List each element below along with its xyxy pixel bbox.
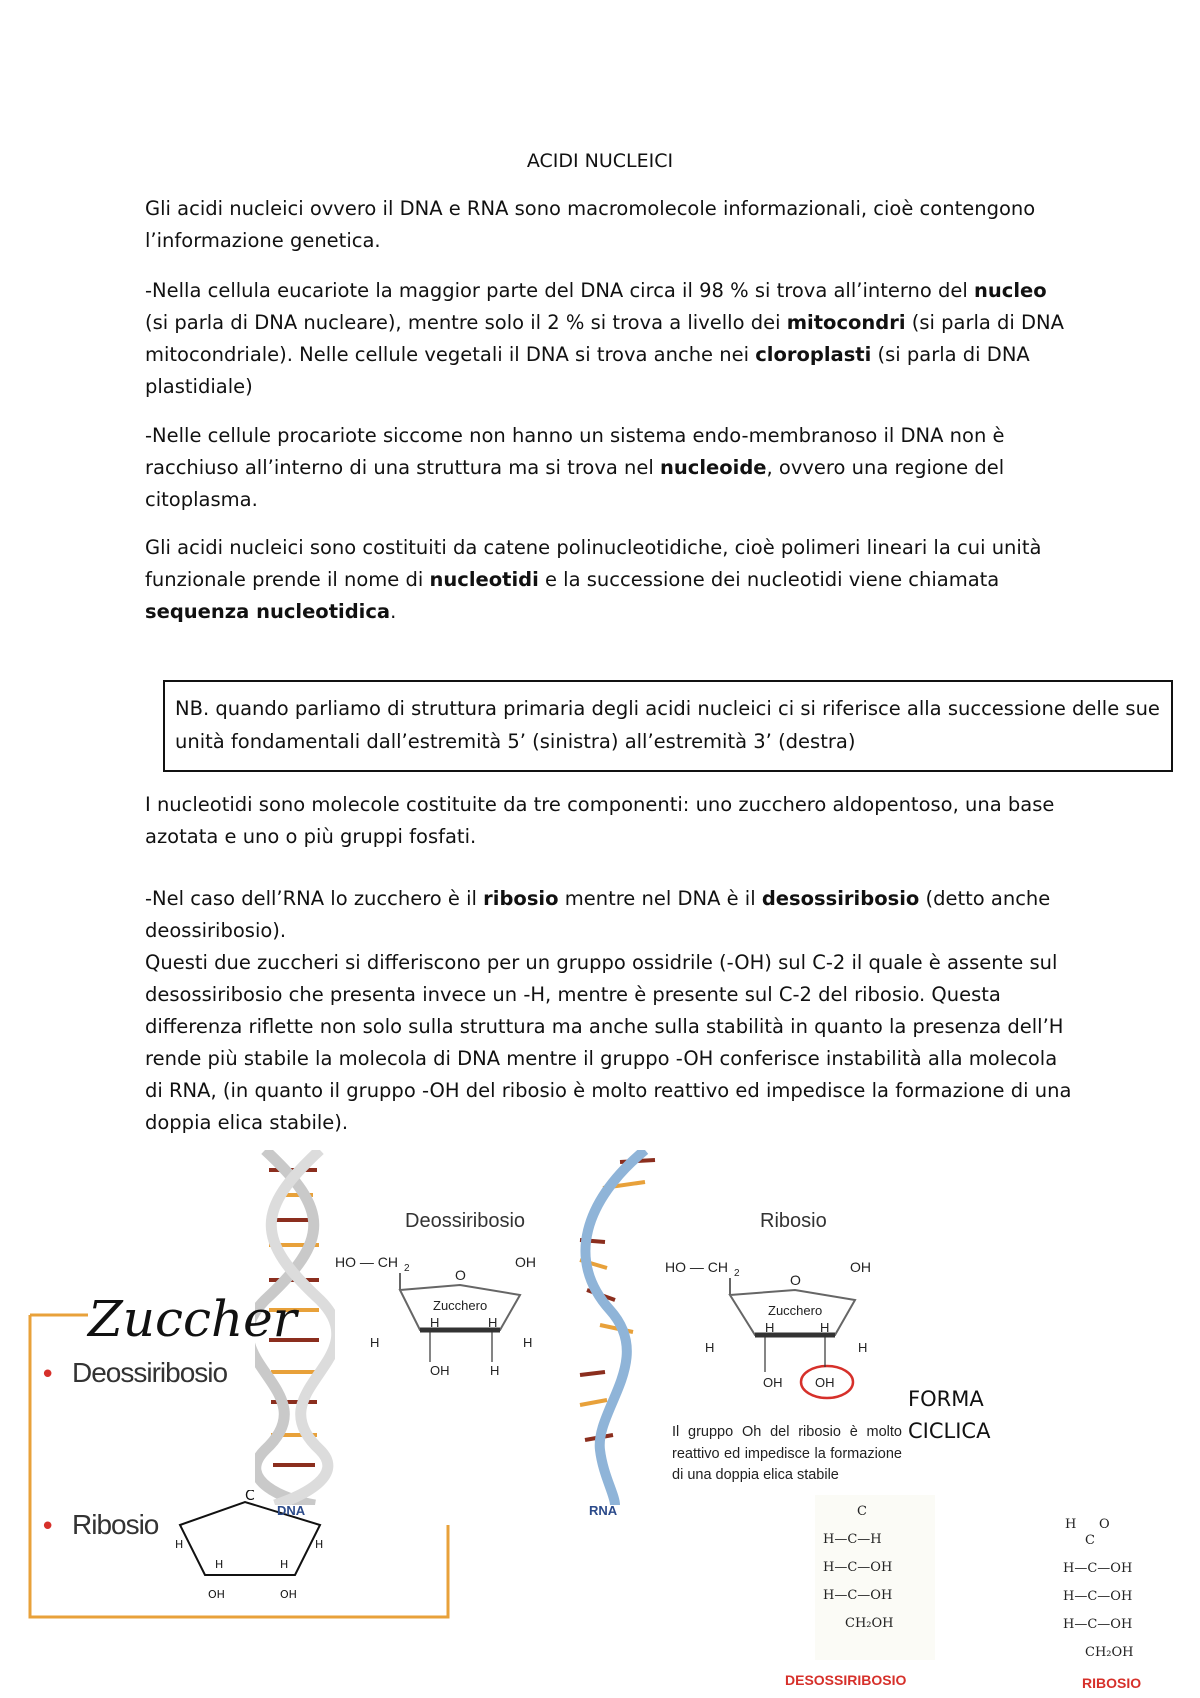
- ribose-caption: Il gruppo Oh del ribosio è molto reattivo ed impedisce la formazione di una doppia elica stabile: [672, 1424, 902, 1483]
- svg-text:HO — CH: HO — CH: [335, 1254, 398, 1270]
- svg-text:OH: OH: [850, 1259, 871, 1275]
- svg-text:H: H: [430, 1315, 440, 1330]
- svg-text:CH₂OH: CH₂OH: [1085, 1645, 1134, 1660]
- sugar-paragraph: -Nel caso dell’RNA lo zucchero è il ribosio mentre nel DNA è il desossiribosio (detto anche deossiribosio).: [145, 887, 1051, 942]
- handwritten-item-deoxyribose: Deossiribosio: [72, 1357, 228, 1388]
- ribose-fischer-projection: [1055, 1510, 1175, 1660]
- svg-text:O: O: [455, 1267, 466, 1283]
- deoxyribose-title: Deossiribosio: [405, 1210, 526, 1232]
- svg-text:H: H: [523, 1335, 533, 1350]
- svg-text:H: H: [858, 1340, 868, 1355]
- handwritten-item-ribose: Ribosio: [72, 1509, 159, 1540]
- svg-text:C: C: [857, 1504, 867, 1519]
- svg-text:H: H: [765, 1320, 775, 1335]
- svg-text:H: H: [705, 1340, 715, 1355]
- page-title: ACIDI NUCLEICI: [526, 150, 674, 172]
- hand-drawn-ring-sketch: [150, 1490, 370, 1610]
- svg-text:Zucchero: Zucchero: [768, 1303, 823, 1318]
- nb-text: NB. quando parliamo di struttura primaria degli acidi nucleici ci si riferisce alla successione delle sue unità fondamentali dall’estremità 5’ (sinistra) all’estremità 3’ (destra): [175, 697, 1160, 753]
- ribose-title: Ribosio: [760, 1210, 827, 1232]
- hydroxyl-paragraph: Questi due zuccheri si differiscono per un gruppo ossidrile (-OH) sul C-2 il quale è assente sul desossiribosio che presenta invece un -H, mentre è presente sul C-2 del ribosio. Questa differenza riflette non solo sulla struttura ma anche sulla stabilità in quanto la presenza dell’H rende più stabile la molecola di DNA mentre il gruppo -OH conferisce instabilità alla molecola di RNA, (in quanto il gruppo -OH del ribosio è molto reattivo ed impedisce la formazione di una doppia elica stabile).: [145, 951, 1072, 1134]
- nucleotide-components-paragraph: I nucleotidi sono molecole costituite da tre componenti: uno zucchero aldopentoso, una base azotata e uno o più gruppi fosfati.: [145, 793, 1055, 848]
- svg-text:H: H: [215, 1558, 224, 1571]
- nb-box: [163, 680, 1173, 772]
- svg-text:2: 2: [404, 1263, 410, 1274]
- rna-label: RNA: [589, 1503, 618, 1518]
- bullet-icon: •: [40, 1360, 56, 1390]
- svg-text:C: C: [1085, 1533, 1095, 1548]
- ribose-ring-diagram: [660, 1250, 900, 1400]
- svg-text:H—C—OH: H—C—OH: [823, 1560, 893, 1575]
- eukaryote-paragraph: -Nella cellula eucariote la maggior parte del DNA circa il 98 % si trova all’interno del nucleo (si parla di DNA nucleare), mentre solo il 2 % si trova a livello dei mitocondri (si parla di DNA mitocondriale). Nelle cellule vegetali il DNA si trova anche nei cloroplasti (si parla di DNA plastidiale): [145, 279, 1064, 398]
- dna-label: DNA: [277, 1503, 306, 1518]
- svg-text:OH: OH: [430, 1363, 450, 1378]
- svg-text:H—C—OH: H—C—OH: [1063, 1617, 1133, 1632]
- svg-text:Zucchero: Zucchero: [433, 1298, 488, 1313]
- svg-text:O: O: [790, 1272, 801, 1288]
- forma-ciclica-label: FORMA CICLICA: [908, 1387, 991, 1443]
- svg-text:2: 2: [734, 1268, 740, 1279]
- svg-text:H: H: [175, 1538, 184, 1551]
- svg-text:OH: OH: [515, 1254, 536, 1270]
- svg-text:H: H: [488, 1315, 498, 1330]
- svg-text:H—C—H: H—C—H: [823, 1532, 882, 1547]
- polynucleotide-paragraph: Gli acidi nucleici sono costituiti da catene polinucleotidiche, cioè polimeri lineari la cui unità funzionale prende il nome di nucleotidi e la successione dei nucleotidi viene chiamata sequenza nucleotidica.: [145, 536, 1042, 623]
- svg-text:H—C—OH: H—C—OH: [1063, 1561, 1133, 1576]
- svg-text:HO — CH: HO — CH: [665, 1259, 728, 1275]
- prokaryote-paragraph: -Nelle cellule procariote siccome non hanno un sistema endo-membranoso il DNA non è racchiuso all’interno di una struttura ma si trova nel nucleoide, ovvero una regione del citoplasma.: [145, 424, 1005, 511]
- svg-text:OH: OH: [208, 1588, 225, 1601]
- deoxyribose-fischer-projection: [815, 1495, 935, 1660]
- svg-text:CH₂OH: CH₂OH: [845, 1616, 894, 1631]
- svg-text:H: H: [315, 1538, 324, 1551]
- svg-text:H: H: [820, 1320, 830, 1335]
- rna-strand-illustration: [575, 1150, 665, 1505]
- svg-text:OH: OH: [815, 1375, 835, 1390]
- svg-text:H: H: [370, 1335, 380, 1350]
- intro-paragraph: Gli acidi nucleici ovvero il DNA e RNA sono macromolecole informazionali, cioè contengono l’informazione genetica.: [145, 197, 1036, 252]
- svg-text:H: H: [280, 1558, 289, 1571]
- svg-text:H—C—OH: H—C—OH: [1063, 1589, 1133, 1604]
- bullet-icon: •: [40, 1512, 56, 1542]
- svg-text:H—C—OH: H—C—OH: [823, 1588, 893, 1603]
- svg-text:OH: OH: [280, 1588, 297, 1601]
- handwritten-title: Zuccher: [88, 1290, 297, 1348]
- fischer-ribose-label: RIBOSIO: [1082, 1675, 1142, 1691]
- svg-text:C: C: [245, 1490, 255, 1504]
- fischer-deoxyribose-label: DESOSSIRIBOSIO: [785, 1672, 907, 1688]
- svg-text:O: O: [1099, 1517, 1110, 1532]
- svg-text:OH: OH: [763, 1375, 783, 1390]
- svg-text:H: H: [1065, 1517, 1077, 1532]
- svg-text:H: H: [490, 1363, 500, 1378]
